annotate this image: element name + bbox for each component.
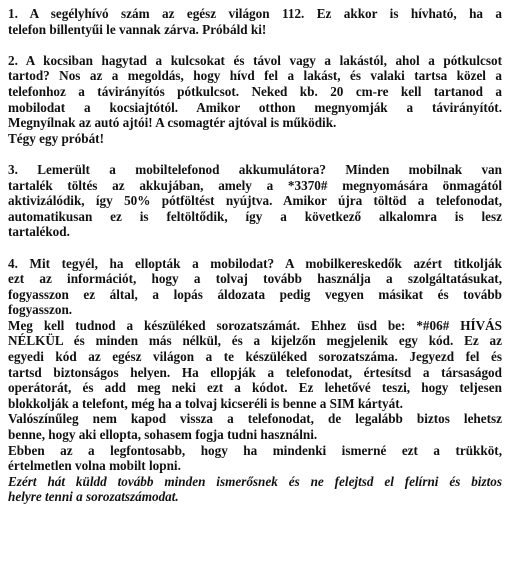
tip-4-serial-line: NÉLKÜL és minden más nélkül, és a kijelzőn megjelenik egy kód. Ez az xyxy=(8,333,502,349)
tip-4-line: 4. Mit tegyél, ha ellopták a mobilodat? A mobilkereskedők azért titkolják xyxy=(8,255,502,271)
tip-4-serial-line: egyedi kód az egész világon a te készüléked sorozatszáma. Jegyezd fel és xyxy=(8,349,502,365)
tip-2-line: telefonhoz a távirányítós pótkulcsot. Neked kb. 20 cm-re kell tartanod a xyxy=(8,83,502,99)
tip-3 xyxy=(8,162,502,240)
paragraph-gap xyxy=(8,240,502,256)
paragraph-gap xyxy=(8,146,502,162)
paragraph-gap xyxy=(8,37,502,53)
tip-4-recovery-line: Valószínűleg nem kapod vissza a telefonodat, de legalább biztos lehetsz xyxy=(8,411,502,427)
tip-2-line: mobilodat a kocsiajtótól. Amikor otthon megnyomják a távirányítót. xyxy=(8,99,502,115)
tip-2-line: tartod? Nos az a megoldás, hogy hívd fel a lakást, és valaki tartsa közel a xyxy=(8,68,502,84)
tip-4 xyxy=(8,256,502,506)
tip-2-line: Tégy egy próbát! xyxy=(8,130,104,146)
tip-4-line: fogyasszon. xyxy=(8,302,73,318)
tip-3-line: automatikusan ez is feltöltődik, így a következő alkalomra is lesz xyxy=(8,208,502,224)
closing-italic-line: Ezért hát küldd tovább minden ismerősnek és ne felejtsd el felírni és biztos xyxy=(8,473,502,489)
tip-4-recovery-line: benne, hogy aki ellopta, sohasem fogja tudni használni. xyxy=(8,427,318,443)
tip-4-serial-line: tartsd biztonságos helyen. Ha ellopják a telefonodat, értesítsd a társaságod xyxy=(8,364,502,380)
tip-4-line: fogyasszon ez által, a lopás áldozata pedig vegyen másikat és tovább xyxy=(8,286,502,302)
tip-3-line: aktivizálódik, így 50% pótföltést nyújtva. Amikor újra töltöd a telefonodat, xyxy=(8,193,502,209)
tip-4-conclusion-line: Ebben az a legfontosabb, hogy ha mindenki ismerné ezt a trükköt, xyxy=(8,442,502,458)
tip-3-line: tartalék töltés az akkujában, amely a *3370# megnyomására önmagától xyxy=(8,177,502,193)
tip-4-line: ezt az információt, hogy a tolvaj tovább használja a szolgáltatásukat, xyxy=(8,271,502,287)
closing-italic-line: helyre tenni a sorozatszámodat. xyxy=(8,489,179,505)
tip-1-line: telefon billentyűi le vannak zárva. Próbáld ki! xyxy=(8,21,267,37)
tip-1-line: 1. A segélyhívó szám az egész világon 112. Ez akkor is hívható, ha a xyxy=(8,6,502,21)
tip-2-line: Megnyílnak az autó ajtói! A csomagtér ajtóval is működik. xyxy=(8,115,337,131)
tip-4-serial-line: operátorát, és add meg neki ezt a kódot. Ez lehetővé teszi, hogy teljesen xyxy=(8,380,502,396)
tip-2 xyxy=(8,53,502,147)
tip-4-conclusion-line: értelmetlen volna mobilt lopni. xyxy=(8,458,181,474)
tip-3-line: tartalékod. xyxy=(8,224,70,240)
tip-3-line: 3. Lemerült a mobiltelefonod akkumulátora? Minden mobilnak van xyxy=(8,161,502,177)
tip-2-line: 2. A kocsiban hagytad a kulcsokat és távol vagy a lakástól, ahol a pótkulcsot xyxy=(8,52,502,68)
tip-1 xyxy=(8,6,502,37)
tip-4-serial-line: blokkolják a telefont, még ha a tolvaj kicseréli is benne a SIM kártyát. xyxy=(8,395,403,411)
tip-4-serial-line: Meg kell tudnod a készüléked sorozatszámát. Ehhez üsd be: *#06# HÍVÁS xyxy=(8,317,502,333)
